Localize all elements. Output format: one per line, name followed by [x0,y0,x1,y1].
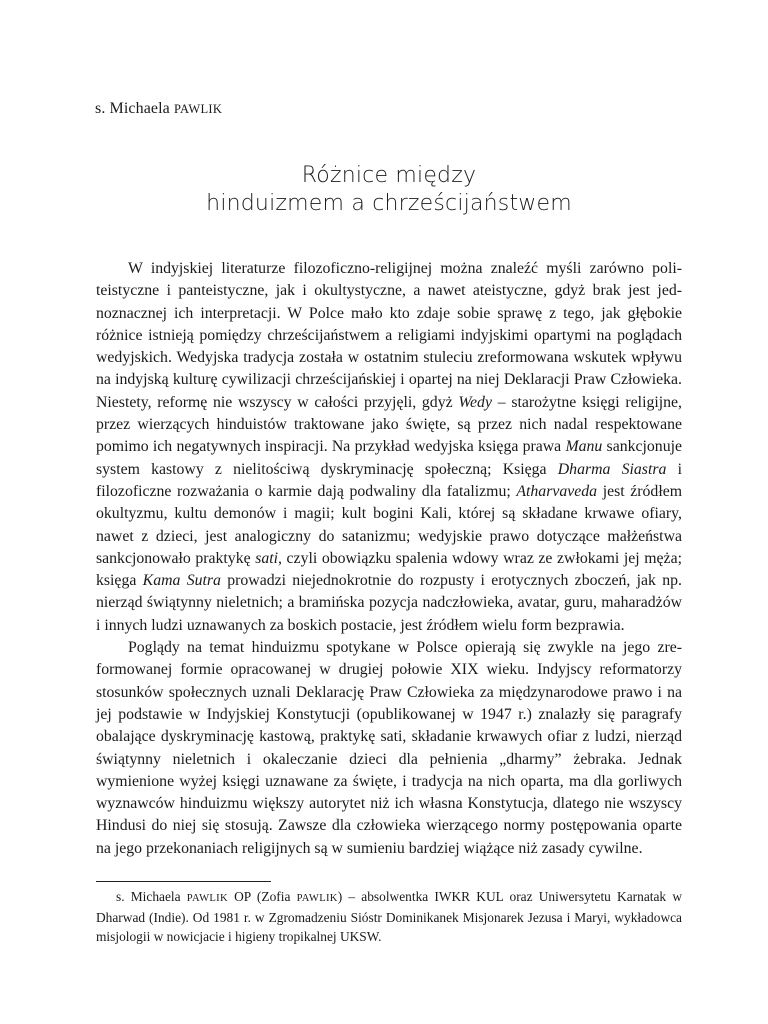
text-run: W indyjskiej literaturze filozoficzno-religijnej można znaleźć myśli zarówno politeistyczne i panteistyczne, jak i okultystyczne, a nawet ateistyczne, gdyż brak jest jednoznacznej ich interpretacji. W Polce mało kto zdaje sobie sprawę z tego, jak głębokie różnice istnieją pomiędzy chrześcijaństwem a religiami indyjskimi opartymi na poglądach wedyjskich. Wedyjska tradycja została w ostatnim stuleciu zreformowana wskutek wpływu na indyjską kulturę cywilizacji chrześcijańskiej i opartej na niej Deklaracji Praw Człowieka. Niestety, reformę nie wszyscy w całości przyjęli, gdyż [96,260,682,411]
text-run: OP (Zofia [227,889,297,904]
footnote-divider [96,881,271,882]
italic-run: Wedy [458,393,492,411]
author-surname: PAWLIK [173,102,223,116]
text-run: s. Michaela [116,889,187,904]
italic-run: Manu [565,438,603,456]
paragraph-1 [96,258,682,637]
small-caps-run: PAWLIK [186,893,228,904]
text-run: czyli obowiązku spalenia wdowy wraz ze zwłokami jej męża; księga [96,549,682,590]
text-run: prowadzi niejednokrotnie do rozpusty i erotycznych zboczeń, jak np. nierząd świątynny nieletnich; a bramińska pozycja nadczłowieka, avatar, guru, maharadżów i innych ludzi uznawanych za boskich postacie, jest źródłem wielu form bezprawia. [96,572,682,634]
italic-run: Atharvaveda [516,482,598,500]
paragraph-2: Poglądy na temat hinduizmu spotykane w Polsce opierają się zwykle na jego zreformowanej formie opracowanej w drugiej połowie XIX wieku. Indyjscy reformatorzy stosunków społecznych uznali Deklarację Praw Człowieka za międzynarodowe prawo i na jej podstawie w Indyjskiej Konstytucji (opublikowanej w 1947 r.) znalazły się paragrafy obalające dyskryminację kastową, praktykę sati, składanie krwawych ofiar z ludzi, nierząd świątynny nieletnich i okaleczanie dzieci dla pełnienia „dharmy” żebraka. Jednak wymienione wyżej księgi uznawane za święte, i tradycja na nich oparta, ma dla gorliwych wyznawców hinduizmu większy autorytet niż ich własna Konstytucja, dlatego nie wszyscy Hindusi do niej się stosują. Zawsze dla człowieka wierzącego normy postępowania oparte na jego przekonaniach religijnych są w sumieniu bardziej wiążące niż zasady cywilne. [96,639,682,857]
text-run: ) – absolwentka IWKR KUL oraz Uniwersytetu Karnatak w Dharwad (Indie). Od 1981 r. w Zgromadzeniu Sióstr Dominikanek Misjonarek Jezusa i Maryi, wykładowca misjologii w nowicjacie i higieny tropikalnej UKSW. [96,889,682,944]
small-caps-run: PAWLIK [296,893,338,904]
author-prefix: s. Michaela [95,100,174,117]
article-title [95,162,683,218]
italic-run: Dharma Siastra [557,460,667,478]
text-run: jest źródłem okultyzmu, kultu demonów i magii; kult bogini Kali, której są składane krwawe ofiary, nawet z dzieci, jest analogiczny do satanizmu; wedyjskie prawo dotyczące małżeństwa sankcjonowało praktykę [96,482,683,567]
text-run: i filozoficzne rozważania o karmie dają podwaliny dla fatalizmu; [96,460,682,500]
title-line-2: hinduizmem a chrześcijaństwem [206,191,572,216]
italic-run: sati, [255,549,282,567]
footnote [96,887,682,946]
author-line [95,100,222,118]
italic-run: Kama Sutra [142,572,221,590]
article-body [96,258,682,860]
text-run: sankcjonuje system kastowy z nielitościwą dyskryminację społeczną; Księga [96,438,682,478]
title-line-1: Różnice między [301,163,477,188]
text-run: – starożytne księgi religijne, przez wierzących hinduistów traktowane jako święte, są przez nich nadal respektowane pomimo ich negatywnych inspiracji. Na przykład wedyjska księga prawa [96,393,682,456]
